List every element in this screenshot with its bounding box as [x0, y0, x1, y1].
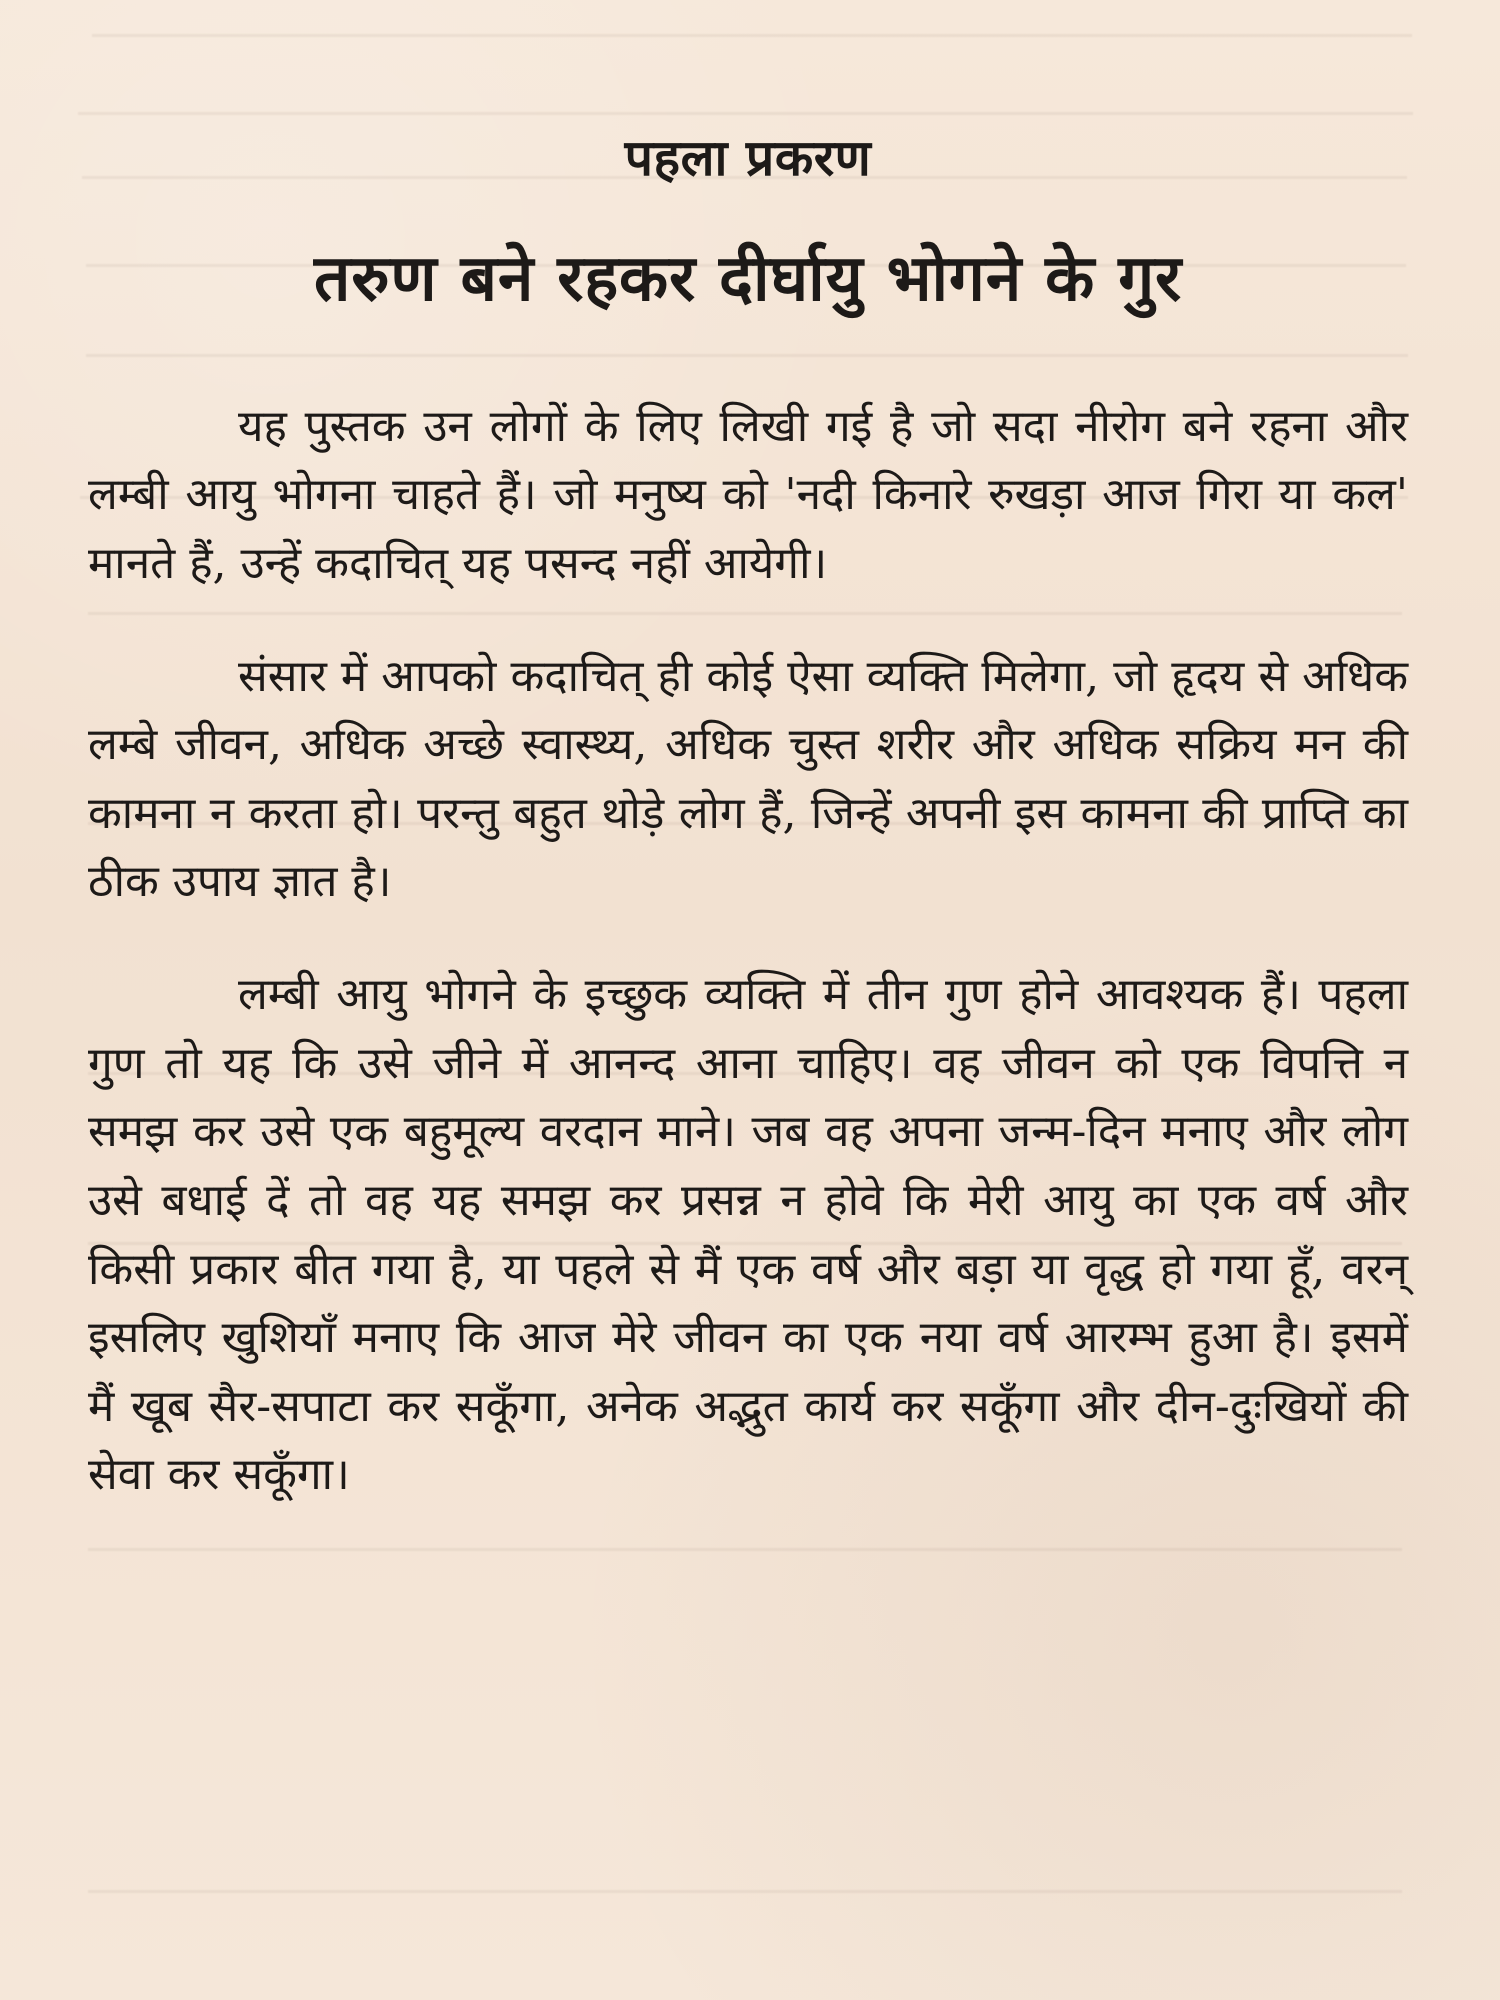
paragraph-1: यह पुस्तक उन लोगों के लिए लिखी गई है जो सदा नीरोग बने रहना और लम्बी आयु भोगना चाहते हैं। जो मनुष्य को 'नदी किनारे रुखड़ा आज गिरा या कल' मानते हैं, उन्हें कदाचित् यह पसन्द नहीं आयेगी। — [88, 400, 1408, 589]
bleedthrough-line — [88, 1890, 1402, 1893]
chapter-label: पहला प्रकरण — [624, 128, 872, 187]
chapter-title: तरुण बने रहकर दीर्घायु भोगने के गुर — [313, 241, 1183, 316]
paragraph-3: लम्बी आयु भोगने के इच्छुक व्यक्ति में तीन गुण होने आवश्यक हैं। पहला गुण तो यह कि उसे जीने में आनन्द आना चाहिए। वह जीवन को एक विपत्ति न समझ कर उसे एक बहुमूल्य वरदान माने। जब वह अपना जन्म-दिन मनाए और लोग उसे बधाई दें तो वह यह समझ कर प्रसन्न न होवे कि मेरी आयु का एक वर्ष और किसी प्रकार बीत गया है, या पहले से मैं एक वर्ष और बड़ा या वृद्ध हो गया हूँ, वरन् इसलिए खुशियाँ मनाए कि आज मेरे जीवन का एक नया वर्ष आरम्भ हुआ है। इसमें मैं खूब सैर-सपाटा कर सकूँगा, अनेक अद्भुत कार्य कर सकूँगा और दीन-दुःखियों की सेवा कर सकूँगा। — [88, 969, 1408, 1501]
paragraph-2: संसार में आपको कदाचित् ही कोई ऐसा व्यक्ति मिलेगा, जो हृदय से अधिक लम्बे जीवन, अधिक अच्छे स्वास्थ्य, अधिक चुस्त शरीर और अधिक सक्रिय मन की कामना न करता हो। परन्तु बहुत थोड़े लोग हैं, जिन्हें अपनी इस कामना की प्राप्ति का ठीक उपाय ज्ञात है। — [88, 650, 1408, 908]
page-content — [88, 130, 1408, 1510]
bleedthrough-line — [92, 34, 1412, 37]
bleedthrough-line — [88, 1548, 1402, 1551]
bleedthrough-line — [78, 112, 1413, 115]
